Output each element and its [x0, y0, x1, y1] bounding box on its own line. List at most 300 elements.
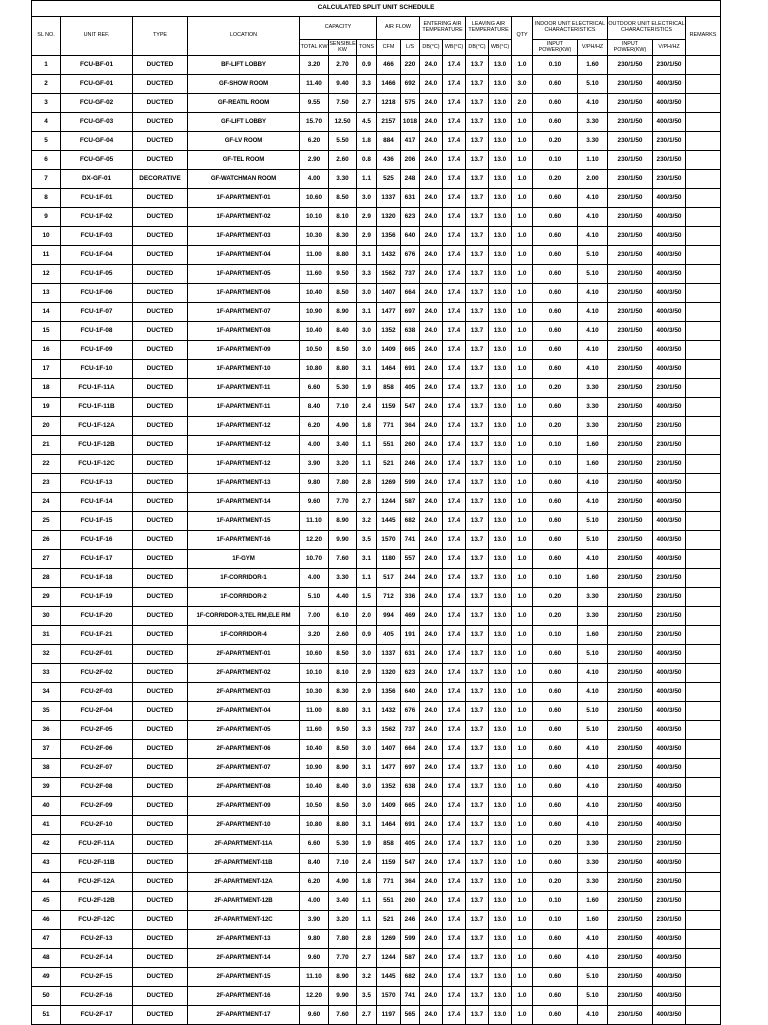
cell-wb-entering: 17.4	[443, 987, 466, 1006]
cell-type: DUCTED	[133, 873, 188, 892]
cell-db-entering: 24.0	[420, 873, 443, 892]
table-row	[32, 702, 721, 721]
cell-cfm: 525	[377, 170, 401, 189]
cell-indoor-input-power: 0.60	[533, 930, 578, 949]
cell-indoor-input-power: 0.10	[533, 569, 578, 588]
cell-sl-no: 26	[32, 531, 61, 550]
cell-db-leaving: 13.7	[466, 721, 489, 740]
cell-wb-leaving: 13.0	[489, 683, 512, 702]
cell-type: DUCTED	[133, 911, 188, 930]
cell-location: BF-LIFT LOBBY	[188, 56, 300, 75]
table-row	[32, 379, 721, 398]
cell-indoor-vphhz: 4.10	[578, 227, 608, 246]
cell-total-kw: 4.00	[300, 170, 329, 189]
cell-db-entering: 24.0	[420, 56, 443, 75]
header-entering-air: ENTERING AIR TEMPERATURE	[420, 17, 466, 40]
cell-wb-entering: 17.4	[443, 778, 466, 797]
table-row	[32, 398, 721, 417]
table-row	[32, 341, 721, 360]
cell-cfm: 1159	[377, 398, 401, 417]
cell-unit-ref: FCU-1F-15	[61, 512, 133, 531]
cell-unit-ref: FCU-2F-04	[61, 702, 133, 721]
cell-indoor-vphhz: 4.10	[578, 778, 608, 797]
cell-sl-no: 14	[32, 303, 61, 322]
cell-sensible-kw: 8.80	[329, 702, 357, 721]
cell-indoor-vphhz: 4.10	[578, 816, 608, 835]
cell-tons: 4.5	[357, 113, 377, 132]
cell-indoor-input-power: 0.20	[533, 588, 578, 607]
cell-db-leaving: 13.7	[466, 284, 489, 303]
cell-qty: 1.0	[512, 436, 533, 455]
cell-tons: 3.1	[357, 360, 377, 379]
cell-db-leaving: 13.7	[466, 75, 489, 94]
cell-total-kw: 10.40	[300, 778, 329, 797]
cell-ls: 587	[401, 493, 420, 512]
cell-type: DUCTED	[133, 759, 188, 778]
cell-qty: 1.0	[512, 417, 533, 436]
cell-outdoor-input-power: 230/1/50	[608, 493, 653, 512]
cell-unit-ref: FCU-1F-03	[61, 227, 133, 246]
cell-wb-entering: 17.4	[443, 759, 466, 778]
cell-sensible-kw: 7.10	[329, 398, 357, 417]
cell-qty: 1.0	[512, 816, 533, 835]
cell-outdoor-vphhz: 230/1/50	[653, 455, 686, 474]
cell-type: DECORATIVE	[133, 170, 188, 189]
cell-tons: 3.1	[357, 303, 377, 322]
cell-location: GF-WATCHMAN ROOM	[188, 170, 300, 189]
cell-wb-leaving: 13.0	[489, 436, 512, 455]
cell-outdoor-vphhz: 400/3/50	[653, 930, 686, 949]
cell-indoor-vphhz: 1.60	[578, 892, 608, 911]
cell-indoor-input-power: 0.60	[533, 550, 578, 569]
cell-outdoor-vphhz: 230/1/50	[653, 151, 686, 170]
cell-indoor-vphhz: 3.30	[578, 398, 608, 417]
cell-db-entering: 24.0	[420, 170, 443, 189]
cell-sl-no: 21	[32, 436, 61, 455]
cell-cfm: 1337	[377, 645, 401, 664]
cell-sensible-kw: 7.70	[329, 493, 357, 512]
cell-unit-ref: FCU-1F-14	[61, 493, 133, 512]
cell-indoor-vphhz: 3.30	[578, 873, 608, 892]
cell-wb-entering: 17.4	[443, 949, 466, 968]
cell-type: DUCTED	[133, 892, 188, 911]
cell-location: 2F-APARTMENT-07	[188, 759, 300, 778]
cell-db-leaving: 13.7	[466, 854, 489, 873]
cell-wb-entering: 17.4	[443, 968, 466, 987]
cell-db-leaving: 13.7	[466, 645, 489, 664]
table-row	[32, 113, 721, 132]
cell-unit-ref: FCU-1F-08	[61, 322, 133, 341]
cell-ls: 557	[401, 550, 420, 569]
cell-wb-leaving: 13.0	[489, 531, 512, 550]
cell-db-leaving: 13.7	[466, 683, 489, 702]
cell-indoor-input-power: 0.60	[533, 987, 578, 1006]
cell-type: DUCTED	[133, 607, 188, 626]
header-remarks: REMARKS	[686, 17, 721, 56]
cell-sensible-kw: 9.50	[329, 721, 357, 740]
cell-wb-entering: 17.4	[443, 797, 466, 816]
cell-remarks	[686, 436, 721, 455]
cell-outdoor-vphhz: 400/3/50	[653, 854, 686, 873]
cell-remarks	[686, 588, 721, 607]
cell-tons: 3.1	[357, 816, 377, 835]
cell-outdoor-input-power: 230/1/50	[608, 721, 653, 740]
cell-wb-entering: 17.4	[443, 873, 466, 892]
cell-tons: 2.4	[357, 854, 377, 873]
cell-db-entering: 24.0	[420, 930, 443, 949]
cell-indoor-vphhz: 5.10	[578, 987, 608, 1006]
cell-unit-ref: FCU-2F-06	[61, 740, 133, 759]
cell-remarks	[686, 265, 721, 284]
cell-wb-leaving: 13.0	[489, 550, 512, 569]
cell-db-leaving: 13.7	[466, 132, 489, 151]
cell-tons: 0.9	[357, 626, 377, 645]
cell-location: GF-TEL ROOM	[188, 151, 300, 170]
cell-remarks	[686, 569, 721, 588]
cell-indoor-vphhz: 4.10	[578, 284, 608, 303]
cell-indoor-vphhz: 5.10	[578, 512, 608, 531]
cell-indoor-input-power: 0.60	[533, 341, 578, 360]
cell-remarks	[686, 303, 721, 322]
cell-type: DUCTED	[133, 531, 188, 550]
cell-type: DUCTED	[133, 284, 188, 303]
cell-wb-leaving: 13.0	[489, 702, 512, 721]
cell-cfm: 771	[377, 417, 401, 436]
cell-tons: 3.1	[357, 759, 377, 778]
cell-db-leaving: 13.7	[466, 512, 489, 531]
cell-cfm: 1409	[377, 341, 401, 360]
cell-outdoor-vphhz: 400/3/50	[653, 987, 686, 1006]
cell-outdoor-input-power: 230/1/50	[608, 873, 653, 892]
cell-db-leaving: 13.7	[466, 816, 489, 835]
cell-cfm: 1244	[377, 493, 401, 512]
cell-db-entering: 24.0	[420, 531, 443, 550]
cell-sl-no: 27	[32, 550, 61, 569]
cell-db-entering: 24.0	[420, 398, 443, 417]
table-row	[32, 683, 721, 702]
cell-remarks	[686, 873, 721, 892]
cell-indoor-vphhz: 3.30	[578, 417, 608, 436]
cell-wb-entering: 17.4	[443, 398, 466, 417]
cell-qty: 1.0	[512, 987, 533, 1006]
table-row	[32, 759, 721, 778]
cell-db-entering: 24.0	[420, 132, 443, 151]
cell-type: DUCTED	[133, 303, 188, 322]
cell-db-entering: 24.0	[420, 113, 443, 132]
cell-location: 2F-APARTMENT-08	[188, 778, 300, 797]
cell-sl-no: 40	[32, 797, 61, 816]
cell-sensible-kw: 8.30	[329, 683, 357, 702]
cell-type: DUCTED	[133, 455, 188, 474]
cell-wb-entering: 17.4	[443, 816, 466, 835]
cell-location: 2F-APARTMENT-15	[188, 968, 300, 987]
cell-total-kw: 6.20	[300, 132, 329, 151]
cell-ls: 665	[401, 797, 420, 816]
header-capacity: CAPACITY	[300, 17, 377, 40]
cell-unit-ref: FCU-2F-12B	[61, 892, 133, 911]
cell-sl-no: 51	[32, 1006, 61, 1025]
cell-wb-entering: 17.4	[443, 341, 466, 360]
cell-tons: 3.0	[357, 778, 377, 797]
cell-indoor-input-power: 0.10	[533, 56, 578, 75]
cell-sl-no: 18	[32, 379, 61, 398]
cell-location: 1F-APARTMENT-11	[188, 379, 300, 398]
cell-ls: 246	[401, 455, 420, 474]
cell-ls: 260	[401, 436, 420, 455]
cell-sl-no: 7	[32, 170, 61, 189]
cell-location: 2F-APARTMENT-11A	[188, 835, 300, 854]
cell-indoor-input-power: 0.20	[533, 835, 578, 854]
cell-outdoor-vphhz: 230/1/50	[653, 436, 686, 455]
cell-outdoor-vphhz: 400/3/50	[653, 474, 686, 493]
cell-outdoor-input-power: 230/1/50	[608, 379, 653, 398]
cell-sensible-kw: 8.50	[329, 341, 357, 360]
cell-indoor-vphhz: 3.30	[578, 379, 608, 398]
cell-wb-entering: 17.4	[443, 208, 466, 227]
cell-wb-entering: 17.4	[443, 75, 466, 94]
cell-outdoor-vphhz: 400/3/50	[653, 683, 686, 702]
cell-remarks	[686, 987, 721, 1006]
header-unit-ref: UNIT REF.	[61, 17, 133, 56]
cell-wb-entering: 17.4	[443, 645, 466, 664]
table-row	[32, 436, 721, 455]
cell-cfm: 1464	[377, 360, 401, 379]
cell-indoor-input-power: 0.60	[533, 227, 578, 246]
cell-wb-leaving: 13.0	[489, 151, 512, 170]
cell-indoor-input-power: 0.60	[533, 531, 578, 550]
cell-db-entering: 24.0	[420, 550, 443, 569]
cell-outdoor-input-power: 230/1/50	[608, 892, 653, 911]
cell-ls: 664	[401, 284, 420, 303]
cell-tons: 1.1	[357, 455, 377, 474]
cell-location: GF-REATIL ROOM	[188, 94, 300, 113]
cell-indoor-vphhz: 5.10	[578, 265, 608, 284]
cell-sl-no: 19	[32, 398, 61, 417]
cell-type: DUCTED	[133, 949, 188, 968]
cell-unit-ref: FCU-2F-15	[61, 968, 133, 987]
cell-cfm: 1407	[377, 284, 401, 303]
cell-tons: 3.5	[357, 531, 377, 550]
cell-unit-ref: FCU-2F-09	[61, 797, 133, 816]
cell-total-kw: 5.10	[300, 588, 329, 607]
cell-sl-no: 11	[32, 246, 61, 265]
cell-indoor-vphhz: 5.10	[578, 75, 608, 94]
cell-tons: 3.0	[357, 189, 377, 208]
cell-type: DUCTED	[133, 379, 188, 398]
header-qty: QTY	[512, 17, 533, 56]
cell-tons: 2.9	[357, 664, 377, 683]
cell-sl-no: 16	[32, 341, 61, 360]
cell-outdoor-input-power: 230/1/50	[608, 702, 653, 721]
cell-unit-ref: FCU-2F-17	[61, 1006, 133, 1025]
cell-remarks	[686, 968, 721, 987]
cell-tons: 3.0	[357, 797, 377, 816]
cell-wb-leaving: 13.0	[489, 892, 512, 911]
cell-wb-leaving: 13.0	[489, 797, 512, 816]
cell-total-kw: 8.40	[300, 398, 329, 417]
cell-cfm: 1464	[377, 816, 401, 835]
cell-qty: 1.0	[512, 512, 533, 531]
cell-sl-no: 20	[32, 417, 61, 436]
cell-ls: 741	[401, 987, 420, 1006]
cell-qty: 1.0	[512, 151, 533, 170]
cell-wb-entering: 17.4	[443, 930, 466, 949]
cell-type: DUCTED	[133, 360, 188, 379]
cell-indoor-vphhz: 1.60	[578, 455, 608, 474]
cell-qty: 1.0	[512, 854, 533, 873]
table-row	[32, 94, 721, 113]
cell-total-kw: 10.40	[300, 740, 329, 759]
table-row	[32, 265, 721, 284]
cell-location: 1F-APARTMENT-16	[188, 531, 300, 550]
cell-outdoor-vphhz: 400/3/50	[653, 322, 686, 341]
cell-indoor-vphhz: 4.10	[578, 360, 608, 379]
cell-outdoor-vphhz: 400/3/50	[653, 778, 686, 797]
cell-tons: 0.8	[357, 151, 377, 170]
cell-outdoor-vphhz: 230/1/50	[653, 892, 686, 911]
cell-total-kw: 6.60	[300, 835, 329, 854]
cell-unit-ref: FCU-1F-19	[61, 588, 133, 607]
cell-sensible-kw: 2.70	[329, 56, 357, 75]
cell-wb-leaving: 13.0	[489, 474, 512, 493]
cell-qty: 1.0	[512, 493, 533, 512]
cell-unit-ref: FCU-2F-07	[61, 759, 133, 778]
cell-db-leaving: 13.7	[466, 246, 489, 265]
cell-indoor-vphhz: 4.10	[578, 208, 608, 227]
cell-wb-leaving: 13.0	[489, 284, 512, 303]
cell-outdoor-input-power: 230/1/50	[608, 550, 653, 569]
cell-wb-entering: 17.4	[443, 113, 466, 132]
cell-ls: 220	[401, 56, 420, 75]
cell-remarks	[686, 607, 721, 626]
cell-sensible-kw: 7.70	[329, 949, 357, 968]
cell-indoor-vphhz: 1.60	[578, 911, 608, 930]
cell-db-entering: 24.0	[420, 512, 443, 531]
cell-cfm: 1407	[377, 740, 401, 759]
cell-type: DUCTED	[133, 322, 188, 341]
cell-location: 2F-APARTMENT-12B	[188, 892, 300, 911]
cell-cfm: 521	[377, 911, 401, 930]
cell-ls: 691	[401, 816, 420, 835]
cell-wb-leaving: 13.0	[489, 854, 512, 873]
cell-qty: 1.0	[512, 474, 533, 493]
cell-location: 1F-APARTMENT-09	[188, 341, 300, 360]
cell-db-entering: 24.0	[420, 436, 443, 455]
cell-indoor-input-power: 0.60	[533, 1006, 578, 1025]
cell-ls: 469	[401, 607, 420, 626]
table-row	[32, 512, 721, 531]
table-row	[32, 569, 721, 588]
cell-ls: 692	[401, 75, 420, 94]
table-row	[32, 531, 721, 550]
cell-sensible-kw: 8.30	[329, 227, 357, 246]
cell-sl-no: 25	[32, 512, 61, 531]
cell-unit-ref: FCU-GF-03	[61, 113, 133, 132]
cell-sl-no: 33	[32, 664, 61, 683]
cell-db-leaving: 13.7	[466, 835, 489, 854]
cell-outdoor-input-power: 230/1/50	[608, 417, 653, 436]
cell-outdoor-vphhz: 400/3/50	[653, 702, 686, 721]
cell-total-kw: 10.10	[300, 208, 329, 227]
cell-wb-leaving: 13.0	[489, 588, 512, 607]
cell-tons: 2.7	[357, 94, 377, 113]
cell-outdoor-vphhz: 400/3/50	[653, 816, 686, 835]
table-row	[32, 588, 721, 607]
cell-sl-no: 13	[32, 284, 61, 303]
cell-remarks	[686, 816, 721, 835]
cell-outdoor-input-power: 230/1/50	[608, 949, 653, 968]
cell-total-kw: 10.30	[300, 227, 329, 246]
cell-wb-leaving: 13.0	[489, 1006, 512, 1025]
cell-ls: 697	[401, 759, 420, 778]
cell-sl-no: 49	[32, 968, 61, 987]
cell-qty: 3.0	[512, 75, 533, 94]
cell-ls: 640	[401, 227, 420, 246]
cell-type: DUCTED	[133, 417, 188, 436]
table-row	[32, 987, 721, 1006]
cell-tons: 3.2	[357, 512, 377, 531]
cell-qty: 1.0	[512, 189, 533, 208]
cell-location: 1F-APARTMENT-14	[188, 493, 300, 512]
cell-cfm: 1356	[377, 227, 401, 246]
cell-indoor-vphhz: 4.10	[578, 474, 608, 493]
cell-type: DUCTED	[133, 113, 188, 132]
cell-outdoor-input-power: 230/1/50	[608, 303, 653, 322]
cell-db-leaving: 13.7	[466, 778, 489, 797]
table-row	[32, 132, 721, 151]
cell-db-entering: 24.0	[420, 379, 443, 398]
cell-wb-leaving: 13.0	[489, 607, 512, 626]
cell-db-leaving: 13.7	[466, 797, 489, 816]
cell-outdoor-vphhz: 400/3/50	[653, 721, 686, 740]
cell-outdoor-input-power: 230/1/50	[608, 474, 653, 493]
cell-wb-leaving: 13.0	[489, 303, 512, 322]
cell-outdoor-input-power: 230/1/50	[608, 588, 653, 607]
cell-tons: 3.0	[357, 322, 377, 341]
cell-unit-ref: FCU-2F-16	[61, 987, 133, 1006]
cell-wb-entering: 17.4	[443, 227, 466, 246]
cell-indoor-vphhz: 1.60	[578, 436, 608, 455]
cell-cfm: 1477	[377, 303, 401, 322]
cell-total-kw: 12.20	[300, 987, 329, 1006]
cell-outdoor-input-power: 230/1/50	[608, 835, 653, 854]
cell-outdoor-input-power: 230/1/50	[608, 645, 653, 664]
cell-remarks	[686, 284, 721, 303]
cell-indoor-vphhz: 4.10	[578, 303, 608, 322]
cell-location: 1F-APARTMENT-13	[188, 474, 300, 493]
cell-outdoor-input-power: 230/1/50	[608, 189, 653, 208]
cell-total-kw: 9.80	[300, 474, 329, 493]
cell-location: 1F-APARTMENT-05	[188, 265, 300, 284]
cell-sensible-kw: 2.60	[329, 151, 357, 170]
cell-type: DUCTED	[133, 208, 188, 227]
cell-qty: 1.0	[512, 113, 533, 132]
cell-db-leaving: 13.7	[466, 759, 489, 778]
cell-type: DUCTED	[133, 189, 188, 208]
cell-total-kw: 10.80	[300, 816, 329, 835]
cell-outdoor-input-power: 230/1/50	[608, 360, 653, 379]
cell-outdoor-vphhz: 400/3/50	[653, 645, 686, 664]
cell-wb-entering: 17.4	[443, 626, 466, 645]
cell-unit-ref: FCU-1F-11B	[61, 398, 133, 417]
cell-cfm: 1409	[377, 797, 401, 816]
table-row	[32, 474, 721, 493]
cell-outdoor-input-power: 230/1/50	[608, 816, 653, 835]
cell-sensible-kw: 4.40	[329, 588, 357, 607]
cell-wb-leaving: 13.0	[489, 246, 512, 265]
cell-total-kw: 10.50	[300, 797, 329, 816]
cell-total-kw: 9.60	[300, 949, 329, 968]
